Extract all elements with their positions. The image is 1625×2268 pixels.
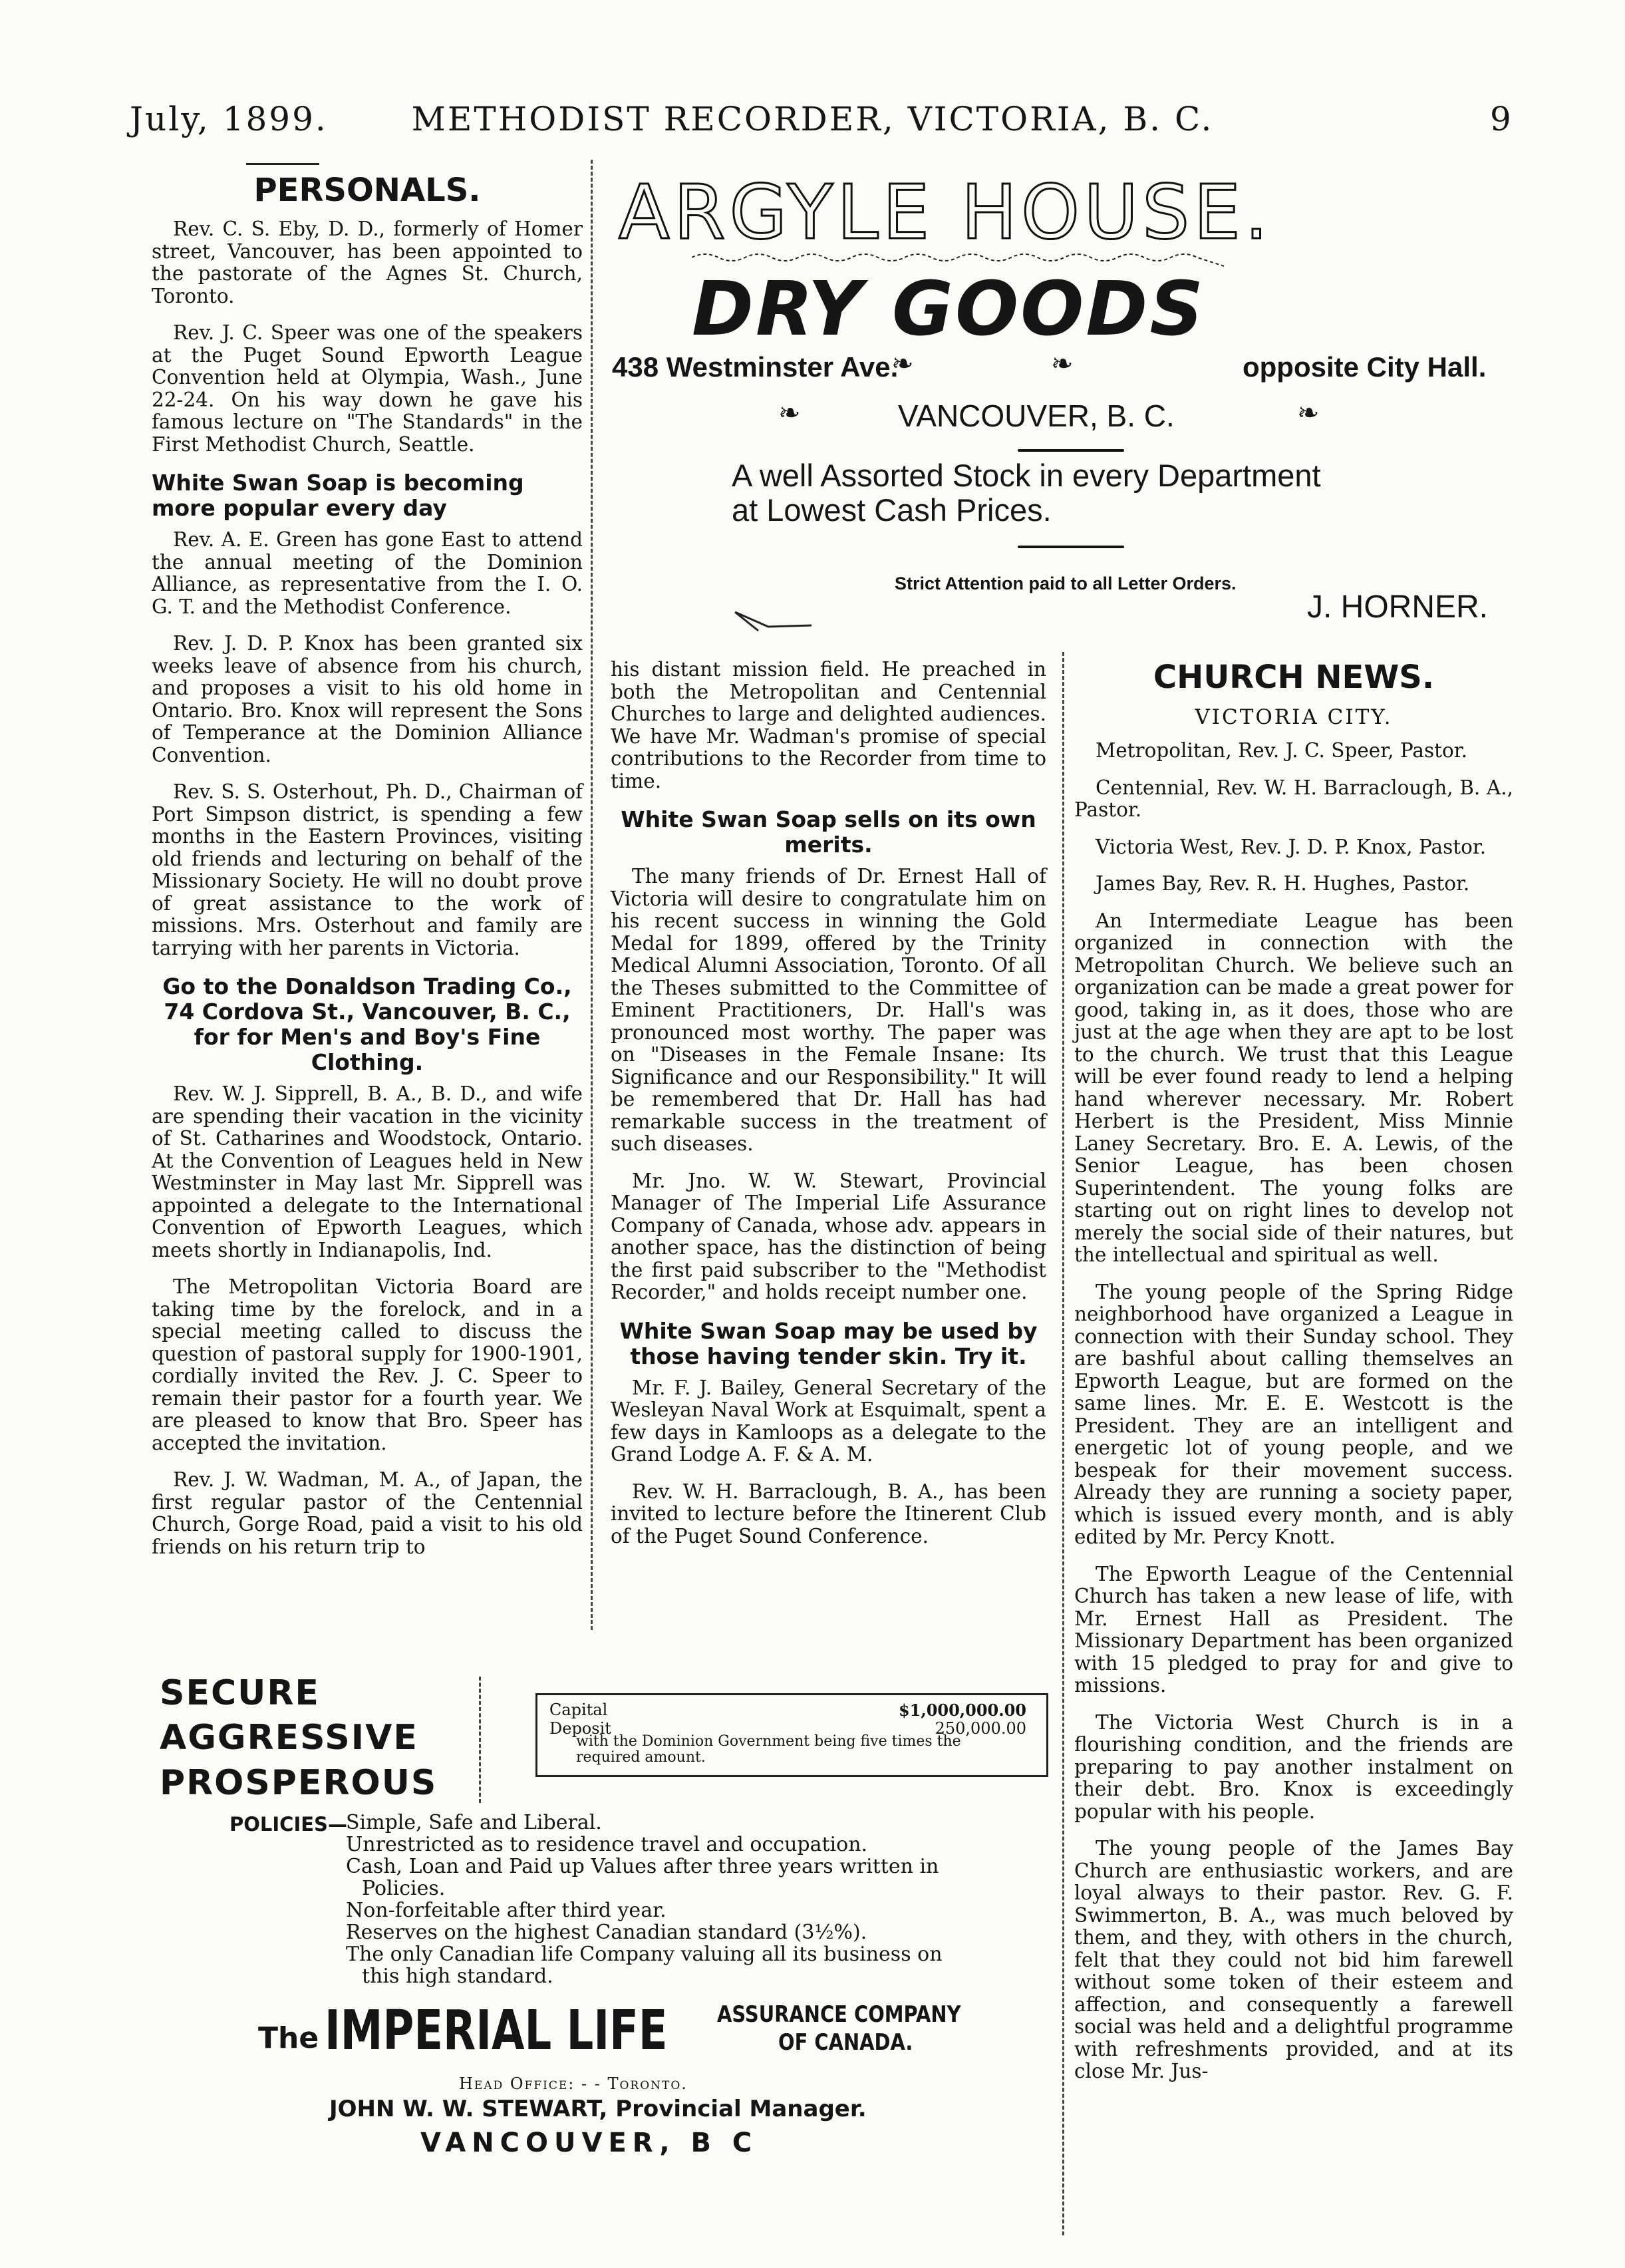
leaf-ornament: ❧ [1297,398,1320,428]
personal-item: The Metropolitan Victoria Board are taking time by the forelock, and in a special meeting called to discuss the question of pastoral supply for 1900-1901, cordially invited the Rev. J. C. Speer to remain their pastor for a fourth year. We are pleased to know that Bro. Speer has accepted the invitation. [152,1275,583,1454]
policy-line: Unrestricted as to residence travel and occupation. [346,1833,868,1856]
personal-item: Rev. J. C. Speer was one of the speakers at the Puget Sound Epworth League Convention held at Olympia, Wash., June 22-24. On his way down he gave his famous lecture on "The Standards" in the First Methodist Church, Seattle. [152,321,583,456]
wavy-rule [692,247,1237,267]
news-item: The many friends of Dr. Ernest Hall of Victoria will desire to congratulate him on his recent success in winning the Gold Medal for 1899, offered by the Trinity Medical Alumni Association, Toronto. Of all the Theses submitted to the Committee of Eminent Practitioners, Dr. Hall's was pronounced most worthy. The paper was on "Diseases in the Female Insane: Its Significance and our Responsibility." It will be remembered that Dr. Hall has had remarkable success in the treatment of such diseases. [611,865,1046,1155]
leaf-ornament: ❧ [891,349,914,379]
vancouver-footer: VANCOUVER, B C [420,2128,758,2158]
ad-word-secure: SECURE [160,1673,320,1713]
argyle-house-title: ARGYLE HOUSE. [619,170,1272,256]
church-news-item: The Epworth League of the Centennial Church has taken a new lease of life, with Mr. Ernest Hall as President. The Missionary Department has been organized with 15 pledged to pray for and give to missions. [1074,1562,1513,1697]
church-news-column [1074,659,1513,2098]
provincial-manager: JOHN W. W. STEWART, Provincial Manager. [329,2096,867,2122]
imperial-life-title: IMPERIAL LIFE [325,1999,668,2062]
personal-item: Rev. W. J. Sipprell, B. A., B. D., and wife are spending their vacation in the vicinity of St. Catharines and Woodstock, Ontario. At the Convention of Leagues held in New Westminster in May last Mr. Sipprell was appointed a delegate to the International Convention of Epworth Leagues, which meets shortly in Indianapolis, Ind. [152,1082,583,1261]
leaf-ornament: ❧ [1051,349,1074,379]
imperial-the: The [258,2021,319,2055]
church-listing: Victoria West, Rev. J. D. P. Knox, Pastor. [1096,835,1487,858]
argyle-stock-line: A well Assorted Stock in every Department [732,458,1321,493]
deposit-label: Deposit [549,1719,611,1738]
heading-rule [246,163,319,165]
church-listing: James Bay, Rev. R. H. Hughes, Pastor. [1096,872,1470,895]
argyle-proprietor: J. HORNER. [1307,589,1489,625]
middle-column [611,659,1046,1562]
argyle-attention: Strict Attention paid to all Letter Orders. [895,573,1237,593]
church-news-item: An Intermediate League has been organized in connection with the Metropolitan Church. We believe such an organization can be made a great power for good, taking in, as it does, those who are just at the age when they are apt to be lost to the church. We trust that this League will be ever found ready to lend a helping hand wherever necessary. Mr. Robert Herbert is the President, Miss Minnie Laney Secretary. Bro. E. A. Lewis, of the Senior League, has been chosen Superintendent. The young folks are starting out on right lines to develop not merely the social side of their natures, but the intellectual and spiritual as well. [1074,909,1513,1266]
church-news-item: The young people of the Spring Ridge neighborhood have organized a League in connection with their Sunday school. They are bashful about calling themselves an Epworth League, but are formed on the same lines. Mr. E. E. Westcott is the President. They are an intelligent and energetic lot of young people, and we bespeak for their movement success. Already they are running a society paper, which is issued every month, and is ably edited by Mr. Percy Knott. [1074,1280,1513,1548]
issue-date: July, 1899. [130,100,328,138]
church-news-heading: CHURCH NEWS. [1153,659,1435,696]
soap-advert: White Swan Soap may be used by those having tender skin. Try it. [619,1317,1038,1369]
policies-label: POLICIES— [229,1813,347,1836]
divider-ornament [1018,449,1124,452]
personal-item: Rev. J. D. P. Knox has been granted six weeks leave of absence from his church, and proposes a visit to his old home in Ontario. Bro. Knox will represent the Sons of Temperance at the Dominion Alliance Convention. [152,632,583,766]
church-listing: Centennial, Rev. W. H. Barraclough, B. A., Pastor. [1074,776,1513,821]
assurance-company: ASSURANCE COMPANY [717,2001,961,2028]
policy-line: Simple, Safe and Liberal. [346,1811,602,1834]
column-rule-left [591,160,593,1630]
of-canada: OF CANADA. [778,2029,913,2056]
ad-rule [479,1677,481,1803]
deposit-note: with the Dominion Government being five times the required amount. [576,1733,961,1766]
church-news-item: The Victoria West Church is in a flourishing condition, and the friends are preparing to pay another instalment on their debt. Bro. Knox is exceedingly popular with his people. [1074,1710,1513,1823]
church-news-item: The young people of the James Bay Church are enthusiastic workers, and are loyal always to their pastor. Rev. G. F. Swimmerton, B. A., was much beloved by them, and they, with others in the church, felt that they could not bid him farewell without some token of their esteem and affection, and consequently a farewell social was held and a delightful programme with refreshments provided, and at its close Mr. Jus- [1074,1837,1513,2082]
leaf-ornament: ❧ [778,398,801,428]
policy-line: Non-forfeitable after third year. [346,1899,666,1922]
news-item: Rev. W. H. Barraclough, B. A., has been invited to lecture before the Itinerent Club of the Puget Sound Conference. [611,1480,1046,1547]
soap-advert: White Swan Soap is becoming more popular every day [152,470,524,521]
page-number: 9 [1490,100,1513,138]
personal-item: Rev. J. W. Wadman, M. A., of Japan, the first regular pastor of the Centennial Church, Gorge Road, paid a visit to his old friends on his return trip to [152,1468,583,1558]
column-rule-right [1062,652,1064,2235]
church-listing: Metropolitan, Rev. J. C. Speer, Pastor. [1096,739,1467,762]
deposit-value: 250,000.00 [935,1719,1026,1738]
personal-item: Rev. S. S. Osterhout, Ph. D., Chairman of Port Simpson district, is spending a few months in the Eastern Provinces, visiting old friends and lecturing on behalf of the Missionary Society. He will no doubt prove of great assistance to the work of missions. Mrs. Osterhout and family are tarrying with her parents in Victoria. [152,780,583,959]
capital-value: $1,000,000.00 [898,1701,1026,1720]
ad-word-aggressive: AGGRESSIVE [160,1718,418,1758]
masthead-title: METHODIST RECORDER, VICTORIA, B. C. [411,100,1214,138]
policy-line: The only Canadian life Company valuing all its business on this high standard. [346,1943,943,1988]
news-item: his distant mission field. He preached in both the Metropolitan and Centennial Churches to large and delighted audiences. We have Mr. Wadman's promise of special contributions to the Recorder from time to time. [611,658,1046,792]
personal-item: Rev. C. S. Eby, D. D., formerly of Homer street, Vancouver, has been appointed to the pastorate of the Agnes St. Church, Toronto. [152,218,583,307]
policy-line: Cash, Loan and Paid up Values after three years written in Policies. [346,1855,939,1900]
soap-advert: White Swan Soap sells on its own merits. [621,806,1036,858]
argyle-address: 438 Westminster Ave. [612,351,899,383]
news-item: Mr. Jno. W. W. Stewart, Provincial Manager of The Imperial Life Assurance Company of Canada, whose adv. appears in another space, has the distinction of being the first paid subscriber to the "Methodist Recorder," and holds receipt number one. [611,1169,1046,1303]
ad-word-prosperous: PROSPEROUS [160,1763,438,1803]
argyle-stock-line: at Lowest Cash Prices. [732,492,1052,528]
personal-item: Rev. A. E. Green has gone East to attend the annual meeting of the Dominion Alliance, as representative from the I. O. G. T. and the Methodist Conference. [152,528,583,618]
news-item: Mr. F. J. Bailey, General Secretary of the Wesleyan Naval Work at Esquimalt, spent a few days in Kamloops as a delegate to the Grand Lodge A. F. & A. M. [611,1376,1046,1466]
personals-column [152,172,583,1573]
divider-ornament [1018,546,1124,548]
argyle-opposite: opposite City Hall. [1243,351,1487,383]
flourish-icon [732,599,818,639]
argyle-city: VANCOUVER, B. C. [898,399,1175,433]
policies-list [346,1812,971,1987]
donaldson-advert: Go to the Donaldson Trading Co., 74 Cordova St., Vancouver, B. C., for for Men's and Boy's Fine Clothing. [162,973,572,1075]
policy-line: Reserves on the highest Canadian standard (3½%). [346,1921,867,1944]
capital-label: Capital [549,1701,608,1719]
dry-goods-title: DRY GOODS [692,266,1206,353]
victoria-city-subheading: VICTORIA CITY. [1195,705,1393,729]
personals-heading: PERSONALS. [253,172,481,209]
capital-box [535,1693,1048,1777]
head-office: Head Office: - - Toronto. [459,2074,688,2093]
